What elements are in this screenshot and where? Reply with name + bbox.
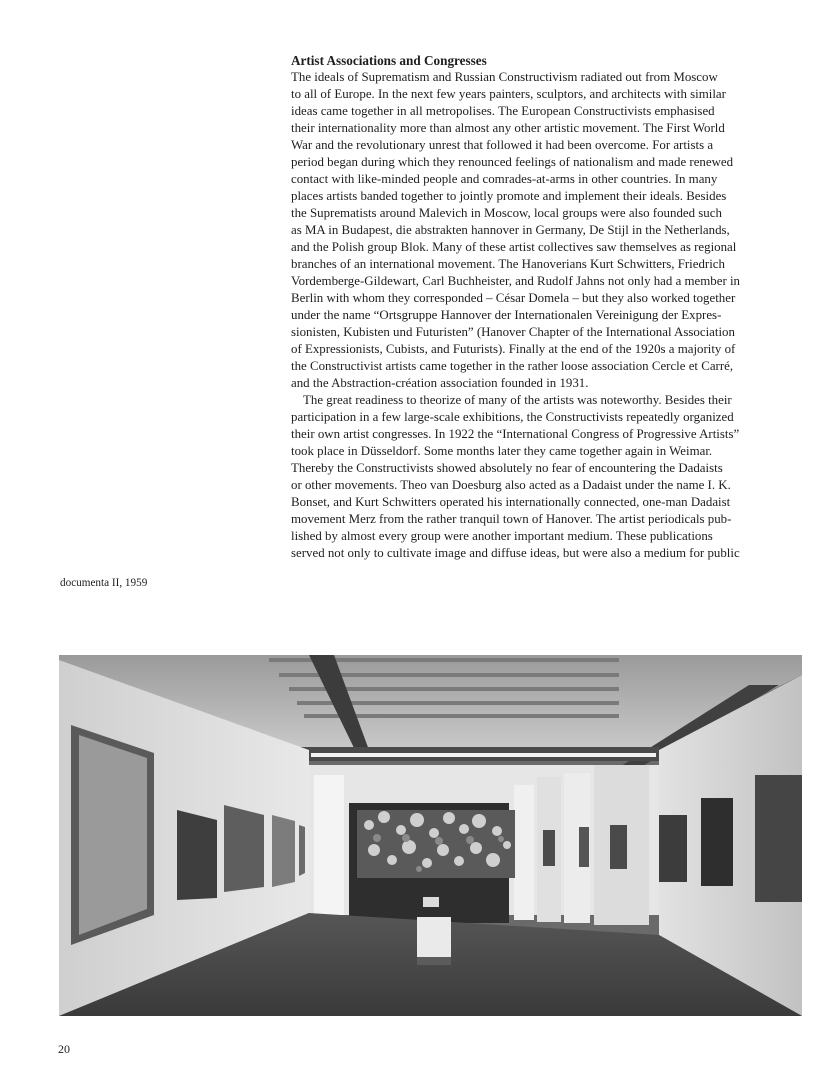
body-text-line: movement Merz from the rather tranquil town of Hanover. The artist periodicals pub- [291,512,732,527]
body-text-line: took place in Düsseldorf. Some months later they came together again in Weimar. [291,444,713,459]
body-text-line: War and the revolutionary unrest that followed it had been overcome. For artists a [291,138,714,153]
body-text-line: contact with like-minded people and comrades-at-arms in other countries. In many [291,172,718,187]
body-text-line: as MA in Budapest, die abstrakten hannover in Germany, De Stijl in the Netherlands, [291,223,730,238]
body-text-line: Thereby the Constructivists showed absolutely no fear of encountering the Dadaists [291,461,723,476]
body-text-line: The ideals of Suprematism and Russian Constructivism radiated out from Moscow [291,70,718,84]
body-text-line: under the name “Ortsgruppe Hannover der Internationalen Vereinigung der Expres- [291,308,722,323]
section-heading: Artist Associations and Congresses [291,53,487,68]
body-text-line: lished by almost every group were another important medium. These publications [291,529,713,544]
body-text-line: the Constructivist artists came together in the rather loose association Cercle et Carré, [291,359,734,374]
exhibition-photo [59,655,802,1016]
body-text-line: branches of an international movement. The Hanoverians Kurt Schwitters, Friedrich [291,257,725,272]
photo-caption: documenta II, 1959 [60,577,148,589]
page-number: 20 [58,1042,70,1056]
body-text-line: of Expressionists, Cubists, and Futurists). Finally at the end of the 1920s a majority of [291,342,736,357]
body-text-line: served not only to cultivate image and diffuse ideas, but were also a medium for public [291,546,740,561]
body-text-line: Bonset, and Kurt Schwitters operated his internationally connected, one-man Dadaist [291,495,731,510]
body-text-line: to all of Europe. In the next few years painters, sculptors, and architects with similar [291,87,726,102]
body-text-line: period began during which they renounced feelings of nationalism and made renewed [291,155,734,170]
body-text-line: their own artist congresses. In 1922 the “International Congress of Progressive Artists” [291,427,740,442]
body-text-line: sionisten, Kubisten und Futuristen” (Hanover Chapter of the International Association [291,325,735,340]
body-text-line: their internationality more than almost any other artistic movement. The First World [291,121,725,136]
body-text [291,69,811,562]
body-text-line: ideas came together in all metropolises. The European Constructivists emphasised [291,104,715,119]
body-text-line: the Suprematists around Malevich in Moscow, local groups were also founded such [291,206,722,221]
body-text-line: places artists banded together to jointly promote and implement their ideals. Besides [291,189,727,204]
body-text-line: or other movements. Theo van Doesburg also acted as a Dadaist under the name I. K. [291,478,731,493]
body-text-line: Berlin with whom they corresponded – César Domela – but they also worked together [291,291,736,306]
body-text-line: The great readiness to theorize of many of the artists was noteworthy. Besides their [303,393,732,408]
body-text-line: Vordemberge-Gildewart, Carl Buchheister, and Rudolf Jahns not only had a member in [291,274,740,289]
body-text-line: and the Abstraction-création association founded in 1931. [291,376,589,391]
body-text-line: and the Polish group Blok. Many of these artist collectives saw themselves as regional [291,240,737,255]
body-text-line: participation in a few large-scale exhibitions, the Constructivists repeatedly organized [291,410,734,425]
